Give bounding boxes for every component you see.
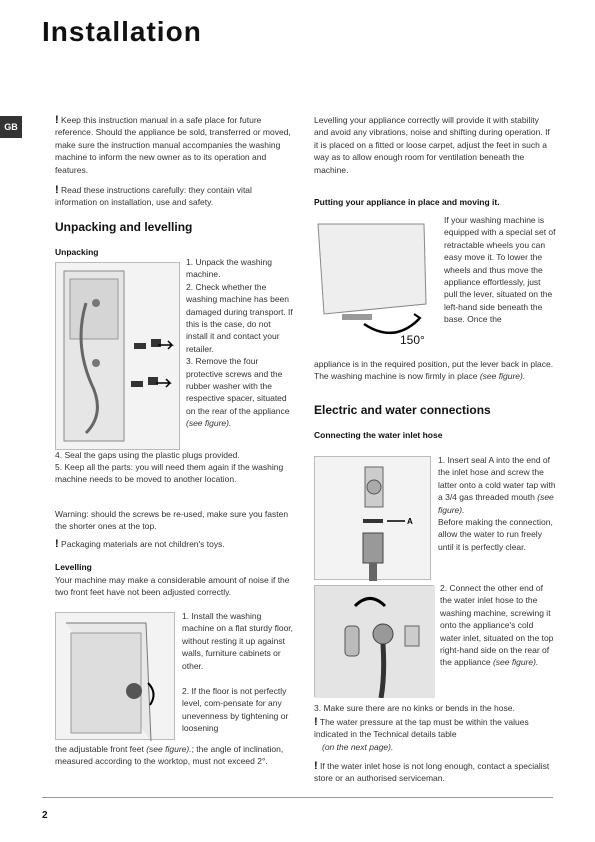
exclamation-icon: !: [314, 716, 318, 728]
moving-text-b: appliance is in the required position, put the lever back in place. The washing machine is now firmly in place (see figure).: [314, 359, 554, 382]
section-title-unpacking: Unpacking and levelling: [55, 220, 193, 234]
moving-text-a: If your washing machine is equipped with a special set of retractable wheels you can easy move it. To lower the wheels and thus move the appliance effortlessly, just pull the lever, situated on the left-hand side beneath the base. Once the: [444, 215, 556, 325]
inlet-step-1: 1. Insert seal A into the end of the inlet hose and screw the latter onto a cold water tap with a 3/4 gas threaded mouth (see figure). Before making the connection, allow the water to run freely until it is perfectly clear.: [438, 455, 556, 552]
inlet-step-2: 2. Connect the other end of the water inlet hose to the washing machine, screwing it onto the appliance's cold water inlet, situated on the top right-hand side on the rear of the appliance (see figure).: [440, 583, 554, 668]
angle-label: 150°: [400, 333, 425, 347]
page-title: Installation: [42, 16, 202, 47]
levelling-step-1: 1. Install the washing machine on a flat sturdy floor, without resting it up against walls, furniture cabinets or other.: [182, 611, 294, 671]
packaging-note: ! Packaging materials are not children's toys.: [55, 538, 225, 550]
exclamation-icon: !: [314, 760, 318, 772]
manual-note: ! Keep this instruction manual in a safe place for future reference. Should the appliance be sold, transferred or moved, make sure the instruction manual accompanies the washing machine to inform the new owner as to its operation and features.: [55, 114, 291, 175]
inlet-seal-figure: [314, 456, 431, 580]
exclamation-icon: !: [55, 538, 59, 550]
exclamation-icon: !: [55, 184, 59, 196]
warning-text: Warning: should the screws be re-used, make sure you fasten the shorter ones at the top.: [55, 509, 289, 532]
unpack-step-4: 4. Seal the gaps using the plastic plugs provided.: [55, 450, 240, 460]
read-instructions-note: ! Read these instructions carefully: they contain vital information on installation, use and safety.: [55, 184, 252, 208]
levelling-intro: Your machine may make a considerable amount of noise if the two front feet have not been adjusted correctly.: [55, 575, 290, 598]
footer-divider: [42, 797, 553, 798]
exclamation-icon: !: [55, 114, 59, 126]
unpack-steps: 1. Unpack the washing machine. 2. Check whether the washing machine has been damaged during transport. If this is the case, do not install it and contact your retailer. 3. Remove the four protective screws and the rubber washer with the respective spacer, situated on the rear of the appliance (see figure).: [186, 257, 293, 429]
inlet-step-3: 3. Make sure there are no kinks or bends in the hose.: [314, 703, 515, 713]
inlet-connection-figure: [314, 585, 434, 697]
hose-note: ! If the water inlet hose is not long enough, contact a specialist store or an authorised serviceman.: [314, 760, 550, 784]
levelling-step-2a: 2. If the floor is not perfectly level, com-pensate for any unevenness by tightening or loosening: [182, 686, 289, 734]
seal-a-label: A: [407, 517, 413, 526]
language-tab: GB: [0, 116, 22, 138]
unpack-step-5: 5. Keep all the parts: you will need them again if the washing machine needs to be moved to another location.: [55, 462, 284, 485]
levelling-step-2b: the adjustable front feet (see figure).; the angle of inclination, measured according to the worktop, must not exceed 2°.: [55, 744, 284, 767]
pressure-note: ! The water pressure at the tap must be within the values indicated in the Technical details table (on the next page).: [314, 716, 529, 752]
inlet-heading: Connecting the water inlet hose: [314, 430, 443, 440]
levelling-heading: Levelling: [55, 562, 92, 572]
page-number: 2: [42, 810, 48, 821]
moving-figure: [314, 214, 438, 354]
levelling-figure: [55, 612, 175, 740]
moving-heading: Putting your appliance in place and moving it.: [314, 197, 500, 207]
unpacking-heading: Unpacking: [55, 247, 99, 257]
levelling-paragraph: Levelling your appliance correctly will provide it with stability and avoid any vibrations, noise and shifting during operation. If it is placed on a fitted or loose carpet, adjust the feet in such a way as to allow enough room for ventilation beneath the machine.: [314, 115, 550, 175]
unpacking-figure: [55, 262, 180, 450]
section-title-connections: Electric and water connections: [314, 403, 491, 417]
